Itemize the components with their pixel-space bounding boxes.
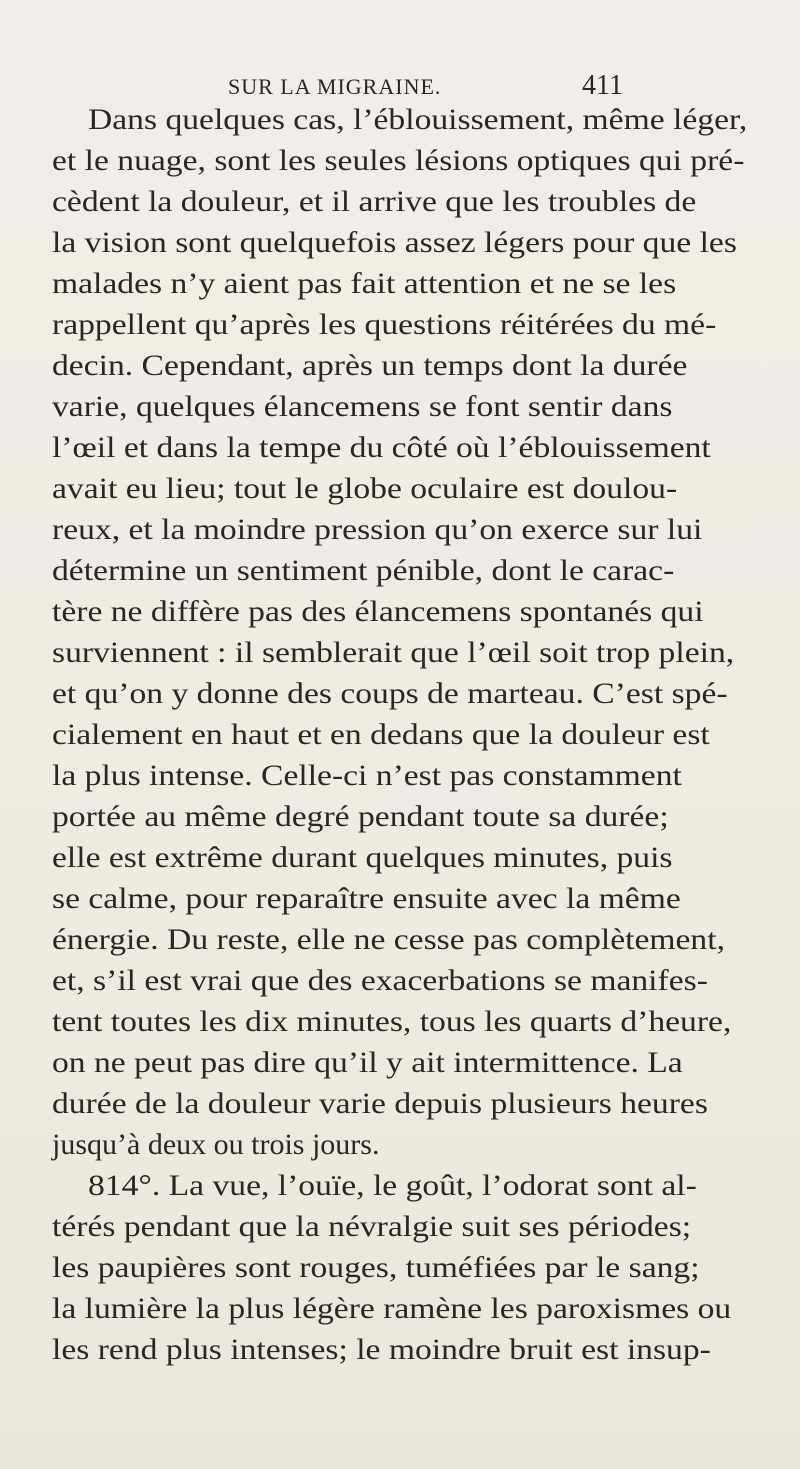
text-line: se calme, pour reparaître ensuite avec la même	[52, 882, 681, 915]
text-line: la lumière la plus légère ramène les paroxismes ou	[52, 1292, 732, 1325]
text-line: détermine un sentiment pénible, dont le carac-	[52, 554, 675, 587]
text-line: varie, quelques élancemens se font sentir dans	[52, 390, 673, 423]
text-line: les rend plus intenses; le moindre bruit est insup-	[52, 1333, 711, 1366]
text-line: elle est extrême durant quelques minutes, puis	[52, 841, 673, 874]
text-line: on ne peut pas dire qu’il y ait intermittence. La	[52, 1046, 683, 1079]
text-line: et le nuage, sont les seules lésions optiques qui pré-	[52, 144, 745, 177]
text-line: avait eu lieu; tout le globe oculaire est doulou-	[52, 472, 678, 505]
text-line: énergie. Du reste, elle ne cesse pas complètement,	[52, 923, 725, 956]
text-line: malades n’y aient pas fait attention et ne se les	[52, 267, 677, 300]
text-line: jusqu’à deux ou trois jours.	[52, 1128, 380, 1161]
text-line: l’œil et dans la tempe du côté où l’éblouissement	[52, 431, 711, 464]
text-line: et qu’on y donne des coups de marteau. C’est spé-	[52, 677, 728, 710]
text-line: durée de la douleur varie depuis plusieurs heures	[52, 1087, 708, 1120]
text-line: les paupières sont rouges, tuméfiées par le sang;	[52, 1251, 700, 1284]
text-line: tent toutes les dix minutes, tous les quarts d’heure,	[52, 1005, 732, 1038]
text-line: la plus intense. Celle-ci n’est pas constamment	[52, 759, 682, 792]
text-line: 814°. La vue, l’ouïe, le goût, l’odorat sont al-	[88, 1169, 697, 1202]
page-number: 411	[582, 70, 623, 101]
running-title: SUR LA MIGRAINE.	[228, 74, 442, 99]
text-line: la vision sont quelquefois assez légers pour que les	[52, 226, 737, 259]
text-line: portée au même degré pendant toute sa durée;	[52, 800, 669, 833]
text-line: cèdent la douleur, et il arrive que les troubles de	[52, 185, 697, 218]
text-line: Dans quelques cas, l’éblouissement, même léger,	[88, 103, 748, 136]
text-line: térés pendant que la névralgie suit ses périodes;	[52, 1210, 692, 1243]
text-line: et, s’il est vrai que des exacerbations se manifes-	[52, 964, 708, 997]
text-line: tère ne diffère pas des élancemens spontanés qui	[52, 595, 704, 628]
text-line: reux, et la moindre pression qu’on exerce sur lui	[52, 513, 703, 546]
text-line: cialement en haut et en dedans que la douleur est	[52, 718, 710, 751]
text-line: surviennent : il semblerait que l’œil soit trop plein,	[52, 636, 735, 669]
text-line: rappellent qu’après les questions réitérées du mé-	[52, 308, 717, 341]
text-line: decin. Cependant, après un temps dont la durée	[52, 349, 688, 382]
